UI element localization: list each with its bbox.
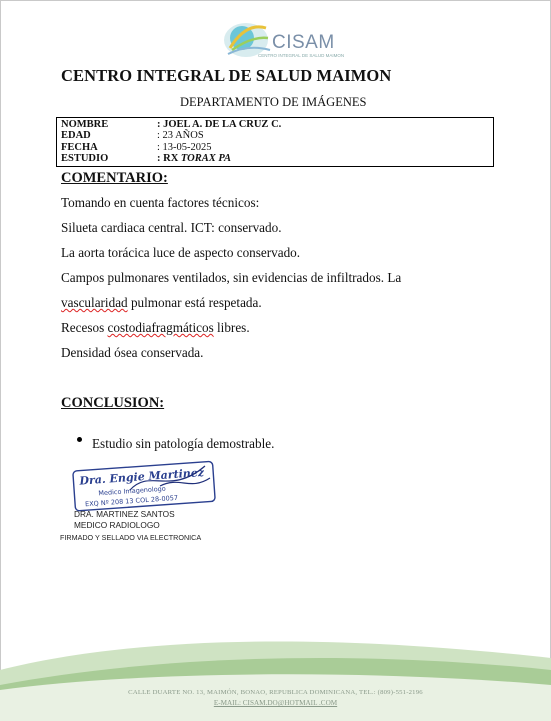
bullet-icon: [77, 437, 82, 442]
study-prefix: : RX: [157, 153, 181, 164]
footer-wave: [0, 630, 551, 721]
department-subtitle: DEPARTAMENTO DE IMÁGENES: [180, 95, 367, 109]
info-label: ESTUDIO: [61, 153, 109, 164]
info-label: FECHA: [61, 142, 98, 153]
signature-note: FIRMADO Y SELLADO VIA ELECTRONICA: [60, 533, 202, 542]
footer-email[interactable]: E-MAIL: CISAM.DO@HOTMAIL .COM: [213, 699, 338, 707]
comment-line: Tomando en cuenta factores técnicos:: [61, 195, 260, 210]
misspelled-word: costodiafragmáticos: [107, 320, 214, 335]
info-value: : JOEL A. DE LA CRUZ C.: [157, 119, 282, 130]
info-label: NOMBRE: [61, 119, 109, 130]
info-value: : 23 AÑOS: [157, 130, 204, 141]
logo-text: CISAM: [272, 32, 335, 53]
comment-line: [61, 320, 250, 336]
patient-info-box: [56, 117, 494, 167]
info-value: [157, 153, 231, 164]
footer-address: CALLE DUARTE NO. 13, MAIMÓN, BONAO, REPUBLICA DOMINICANA, TEL.: (809)-551-2196: [128, 689, 423, 696]
signature-stamp-icon: [70, 456, 222, 514]
comment-line: Silueta cardiaca central. ICT: conservado.: [61, 220, 282, 235]
stamp-line-2: Medico Imagenologo: [98, 484, 167, 498]
comment-line: Campos pulmonares ventilados, sin evidencias de infiltrados. La: [61, 270, 402, 285]
logo-subtext: CENTRO INTEGRAL DE SALUD MAIMON: [258, 53, 345, 58]
document-title: CENTRO INTEGRAL DE SALUD MAIMON: [61, 66, 392, 85]
stamp-line-3: EXQ Nº 208 13 COL 28-0057: [84, 493, 179, 509]
stamp-line-1: Dra. Engie Martinez: [79, 465, 205, 488]
text-span: libres.: [213, 320, 250, 335]
info-label: EDAD: [61, 130, 91, 141]
conclusion-heading: CONCLUSION:: [61, 395, 165, 411]
misspelled-word: vascularidad: [61, 295, 128, 310]
comment-line: La aorta torácica luce de aspecto conservado.: [61, 245, 301, 260]
study-name: TORAX PA: [180, 153, 232, 164]
text-span: Recesos: [61, 320, 108, 335]
comment-line: [61, 295, 262, 311]
comment-line: Densidad ósea conservada.: [61, 345, 204, 360]
conclusion-item: Estudio sin patología demostrable.: [92, 436, 275, 451]
text-span: pulmonar está respetada.: [127, 295, 262, 310]
signer-role: MEDICO RADIOLOGO: [74, 520, 160, 530]
comentario-heading: COMENTARIO:: [61, 170, 168, 186]
info-value: : 13-05-2025: [157, 142, 212, 153]
signer-name: DRA. MARTINEZ SANTOS: [74, 509, 175, 519]
